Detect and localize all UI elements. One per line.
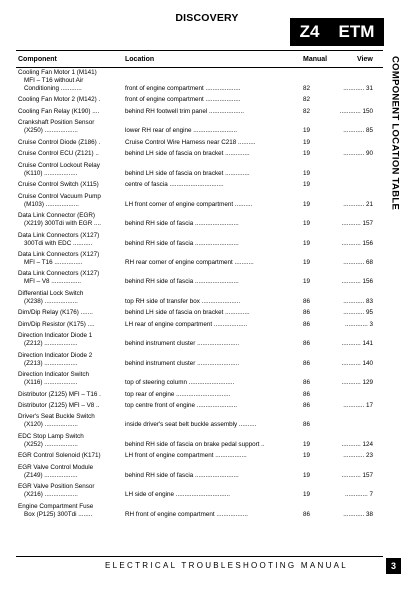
- component-cell: [18, 270, 124, 286]
- component-line: (X116) ...................: [24, 379, 78, 387]
- location-cell: top centre front of engine .......................: [125, 402, 238, 409]
- manual-cell: 82: [303, 85, 311, 92]
- location-cell: top RH side of transfer box ......................: [125, 297, 241, 305]
- location-cell: RH front of engine compartment ..................: [125, 510, 248, 518]
- component-line: Conditioning ............: [24, 85, 82, 92]
- table-row: [0, 96, 414, 104]
- table-row: [0, 332, 414, 348]
- component-line: MFI – T16 without Air: [24, 77, 84, 84]
- component-line: (X216) ...................: [24, 491, 78, 499]
- table-row: [0, 251, 414, 267]
- component-line: MFI – V8 .................: [24, 278, 82, 286]
- location-cell: LH rear of engine compartment ...................: [125, 320, 248, 328]
- component-line: Box (P125) 300Tdi ........: [24, 510, 93, 518]
- component-line: MFI – T16 ................: [24, 258, 83, 266]
- component-cell: [18, 150, 124, 158]
- component-cell: [18, 69, 124, 93]
- table-row: [0, 232, 414, 248]
- page-title: DISCOVERY: [175, 12, 239, 24]
- component-line: (X250) ...................: [24, 127, 78, 135]
- table-row: [0, 371, 414, 387]
- view-cell: ............ 17: [343, 402, 373, 409]
- view-cell: ............ 68: [343, 258, 373, 266]
- component-cell: [18, 108, 124, 116]
- section-name: ETM: [338, 22, 375, 41]
- view-cell: ........... 124: [341, 440, 373, 448]
- location-cell: centre of fascia ...............................: [125, 181, 224, 189]
- table-row: [0, 212, 414, 228]
- table-row: [0, 433, 414, 449]
- component-line: (X252) ...................: [24, 440, 78, 448]
- location-cell: behind instrument cluster ........................: [125, 340, 240, 348]
- column-header-location: Location: [125, 56, 155, 63]
- component-line: (K110) ...................: [24, 169, 78, 177]
- component-line: Cruise Control Diode (Z186) .: [18, 138, 101, 146]
- view-cell: ............ 21: [343, 200, 373, 208]
- view-cell: ........... 140: [341, 359, 373, 367]
- side-title: COMPONENT LOCATION TABLE: [389, 55, 401, 211]
- manual-cell: 86: [303, 320, 311, 328]
- component-cell: [18, 139, 124, 147]
- component-line: Cooling Fan Relay (K190) ....: [18, 107, 100, 115]
- manual-cell: 86: [303, 390, 311, 398]
- view-cell: ............ 31: [343, 85, 373, 92]
- component-line: Differential Lock Switch: [18, 289, 84, 297]
- location-cell: top of steering column ..........................: [125, 379, 235, 387]
- component-cell: [18, 371, 124, 387]
- component-cell: [18, 464, 124, 480]
- component-line: Crankshaft Position Sensor: [18, 119, 95, 127]
- table-row: [0, 503, 414, 519]
- view-cell: ............ 150: [339, 107, 373, 115]
- component-line: Cooling Fan Motor 2 (M142) .: [18, 96, 101, 104]
- component-cell: [18, 452, 124, 460]
- table-row: [0, 391, 414, 399]
- manual-cell: 86: [303, 510, 311, 518]
- view-cell: ............ 38: [343, 510, 373, 518]
- view-cell: ............ 90: [343, 150, 373, 158]
- component-cell: [18, 413, 124, 429]
- location-cell: behind RH side of fascia .........................: [125, 220, 239, 228]
- component-line: Cruise Control Vacuum Pump: [18, 192, 101, 200]
- manual-cell: 86: [303, 297, 311, 305]
- component-line: Dim/Dip Resistor (K175) ....: [18, 320, 95, 328]
- manual-cell: 82: [303, 96, 311, 104]
- manual-cell: 19: [303, 150, 311, 158]
- manual-cell: 19: [303, 471, 311, 479]
- component-cell: [18, 352, 124, 368]
- component-cell: [18, 212, 124, 228]
- table-row: [0, 69, 414, 93]
- location-cell: behind instrument cluster ........................: [125, 359, 240, 367]
- component-cell: [18, 181, 124, 189]
- manual-cell: 19: [303, 169, 311, 177]
- location-cell: Cruise Control Wire Harness near C218 ..........: [125, 138, 256, 146]
- location-cell: RH rear corner of engine compartment ...........: [125, 258, 254, 266]
- manual-cell: 86: [303, 359, 311, 367]
- component-line: (M103) ...................: [24, 200, 79, 208]
- table-row: [0, 402, 414, 410]
- location-cell: LH side of engine ...............................: [125, 491, 230, 499]
- manual-cell: 86: [303, 421, 311, 429]
- component-line: (X238) ...................: [24, 297, 78, 305]
- table-row: [0, 150, 414, 158]
- manual-cell: 86: [303, 340, 311, 348]
- table-row: [0, 139, 414, 147]
- view-cell: ........... 156: [341, 239, 373, 247]
- component-cell: [18, 309, 124, 317]
- location-cell: behind RH side of fascia .........................: [125, 239, 239, 247]
- manual-cell: 19: [303, 491, 311, 499]
- component-line: Dim/Dip Relay (K176) .......: [18, 309, 93, 317]
- column-header-manual: Manual: [303, 56, 328, 63]
- component-line: Cruise Control Lockout Relay: [18, 161, 100, 169]
- component-line: EGR Control Solenoid (K171): [18, 452, 101, 460]
- table-row: [0, 452, 414, 460]
- table-row: [0, 464, 414, 480]
- component-line: (X120) ...................: [24, 421, 78, 429]
- view-cell: ........... 129: [341, 379, 373, 387]
- component-cell: [18, 232, 124, 248]
- table-row: [0, 181, 414, 189]
- page-number: 3: [386, 558, 401, 574]
- view-cell: ........... 156: [341, 278, 373, 286]
- component-line: 300Tdi with EDC ...........: [24, 239, 93, 247]
- component-line: Direction Indicator Switch: [18, 371, 90, 379]
- manual-cell: 19: [303, 127, 311, 135]
- location-cell: front of engine compartment ....................: [125, 85, 241, 92]
- location-cell: behind LH side of fascia on bracket ..............: [125, 169, 250, 177]
- location-cell: inside driver's seat belt buckle assembly ..........: [125, 421, 257, 429]
- table-row: [0, 483, 414, 499]
- table-row: [0, 352, 414, 368]
- location-cell: behind RH side of fascia on brake pedal support ..: [125, 440, 265, 448]
- component-cell: [18, 119, 124, 135]
- table-row: [0, 193, 414, 209]
- location-cell: behind RH side of fascia .........................: [125, 278, 239, 286]
- view-cell: ........... 157: [341, 471, 373, 479]
- section-code: Z4: [299, 22, 320, 41]
- column-header-component: Component: [18, 56, 57, 63]
- view-cell: ............ 85: [343, 127, 373, 135]
- component-line: Cruise Control ECU (Z121) ..: [18, 150, 99, 158]
- view-cell: ............ 83: [343, 297, 373, 305]
- component-line: Cruise Control Switch (X115): [18, 181, 99, 189]
- manual-cell: 82: [303, 107, 311, 115]
- manual-cell: 86: [303, 402, 311, 409]
- view-cell: ............. 3: [345, 320, 373, 328]
- view-cell: ............ 95: [343, 309, 373, 317]
- manual-cell: 19: [303, 258, 311, 266]
- table-row: [0, 119, 414, 135]
- component-line: Driver's Seat Buckle Switch: [18, 413, 95, 421]
- component-line: (Z212) ...................: [24, 340, 78, 348]
- component-cell: [18, 503, 124, 519]
- view-cell: ............. 7: [345, 491, 373, 499]
- component-line: Data Link Connectors (X127): [18, 270, 100, 278]
- component-line: (Z149) ...................: [24, 471, 78, 479]
- column-header-view: View: [357, 56, 373, 63]
- table-row: [0, 413, 414, 429]
- component-cell: [18, 433, 124, 449]
- table-row: [0, 108, 414, 116]
- table-row: [0, 270, 414, 286]
- component-cell: [18, 290, 124, 306]
- view-cell: ........... 157: [341, 220, 373, 228]
- table-row: [0, 290, 414, 306]
- component-cell: [18, 193, 124, 209]
- component-line: Cooling Fan Motor 1 (M141): [18, 69, 97, 76]
- component-line: Direction Indicator Diode 1: [18, 332, 93, 340]
- location-cell: behind LH side of fascia on bracket ..............: [125, 150, 250, 158]
- component-line: Distributor (Z125) MFI – T16 .: [18, 390, 101, 398]
- manual-cell: 19: [303, 239, 311, 247]
- location-cell: LH front corner of engine compartment ..........: [125, 200, 253, 208]
- table-row: [0, 309, 414, 317]
- component-cell: [18, 391, 124, 399]
- location-cell: behind LH side of fascia on bracket ..............: [125, 309, 250, 317]
- manual-cell: 19: [303, 278, 311, 286]
- manual-cell: 19: [303, 452, 311, 460]
- footer-text: ELECTRICAL TROUBLESHOOTING MANUAL: [105, 561, 349, 570]
- component-cell: [18, 162, 124, 178]
- location-cell: lower RH rear of engine .........................: [125, 127, 237, 135]
- component-cell: [18, 251, 124, 267]
- location-cell: behind RH footwell trim panel ....................: [125, 107, 244, 115]
- manual-cell: 19: [303, 220, 311, 228]
- location-cell: front of engine compartment ....................: [125, 96, 241, 104]
- component-line: EDC Stop Lamp Switch: [18, 432, 84, 440]
- manual-cell: 19: [303, 200, 311, 208]
- component-cell: [18, 332, 124, 348]
- component-cell: [18, 96, 124, 104]
- component-line: Direction Indicator Diode 2: [18, 351, 93, 359]
- location-cell: LH front of engine compartment ..................: [125, 452, 247, 460]
- view-cell: ............ 23: [343, 452, 373, 460]
- footer-rule: [16, 556, 383, 557]
- component-line: EGR Valve Position Sensor: [18, 483, 95, 491]
- manual-cell: 19: [303, 181, 311, 189]
- component-cell: [18, 483, 124, 499]
- location-cell: top rear of engine ...............................: [125, 390, 231, 398]
- table-row: [0, 162, 414, 178]
- manual-cell: 86: [303, 309, 311, 317]
- component-line: Data Link Connectors (X127): [18, 250, 100, 258]
- component-line: (Z213) ...................: [24, 359, 78, 367]
- component-line: Distributor (Z125) MFI – V8 ..: [18, 402, 100, 409]
- component-line: Data Link Connector (EGR): [18, 212, 95, 220]
- component-cell: [18, 402, 124, 410]
- location-cell: behind RH side of fascia .........................: [125, 471, 239, 479]
- view-cell: ........... 141: [341, 340, 373, 348]
- manual-cell: 86: [303, 379, 311, 387]
- table-row: [0, 321, 414, 329]
- component-line: (X219) 300Tdi with EGR ....: [24, 220, 101, 228]
- manual-cell: 19: [303, 440, 311, 448]
- component-line: Data Link Connectors (X127): [18, 231, 100, 239]
- component-cell: [18, 321, 124, 329]
- component-line: Engine Compartment Fuse: [18, 502, 94, 510]
- component-line: EGR Valve Control Module: [18, 463, 94, 471]
- manual-cell: 19: [303, 138, 311, 146]
